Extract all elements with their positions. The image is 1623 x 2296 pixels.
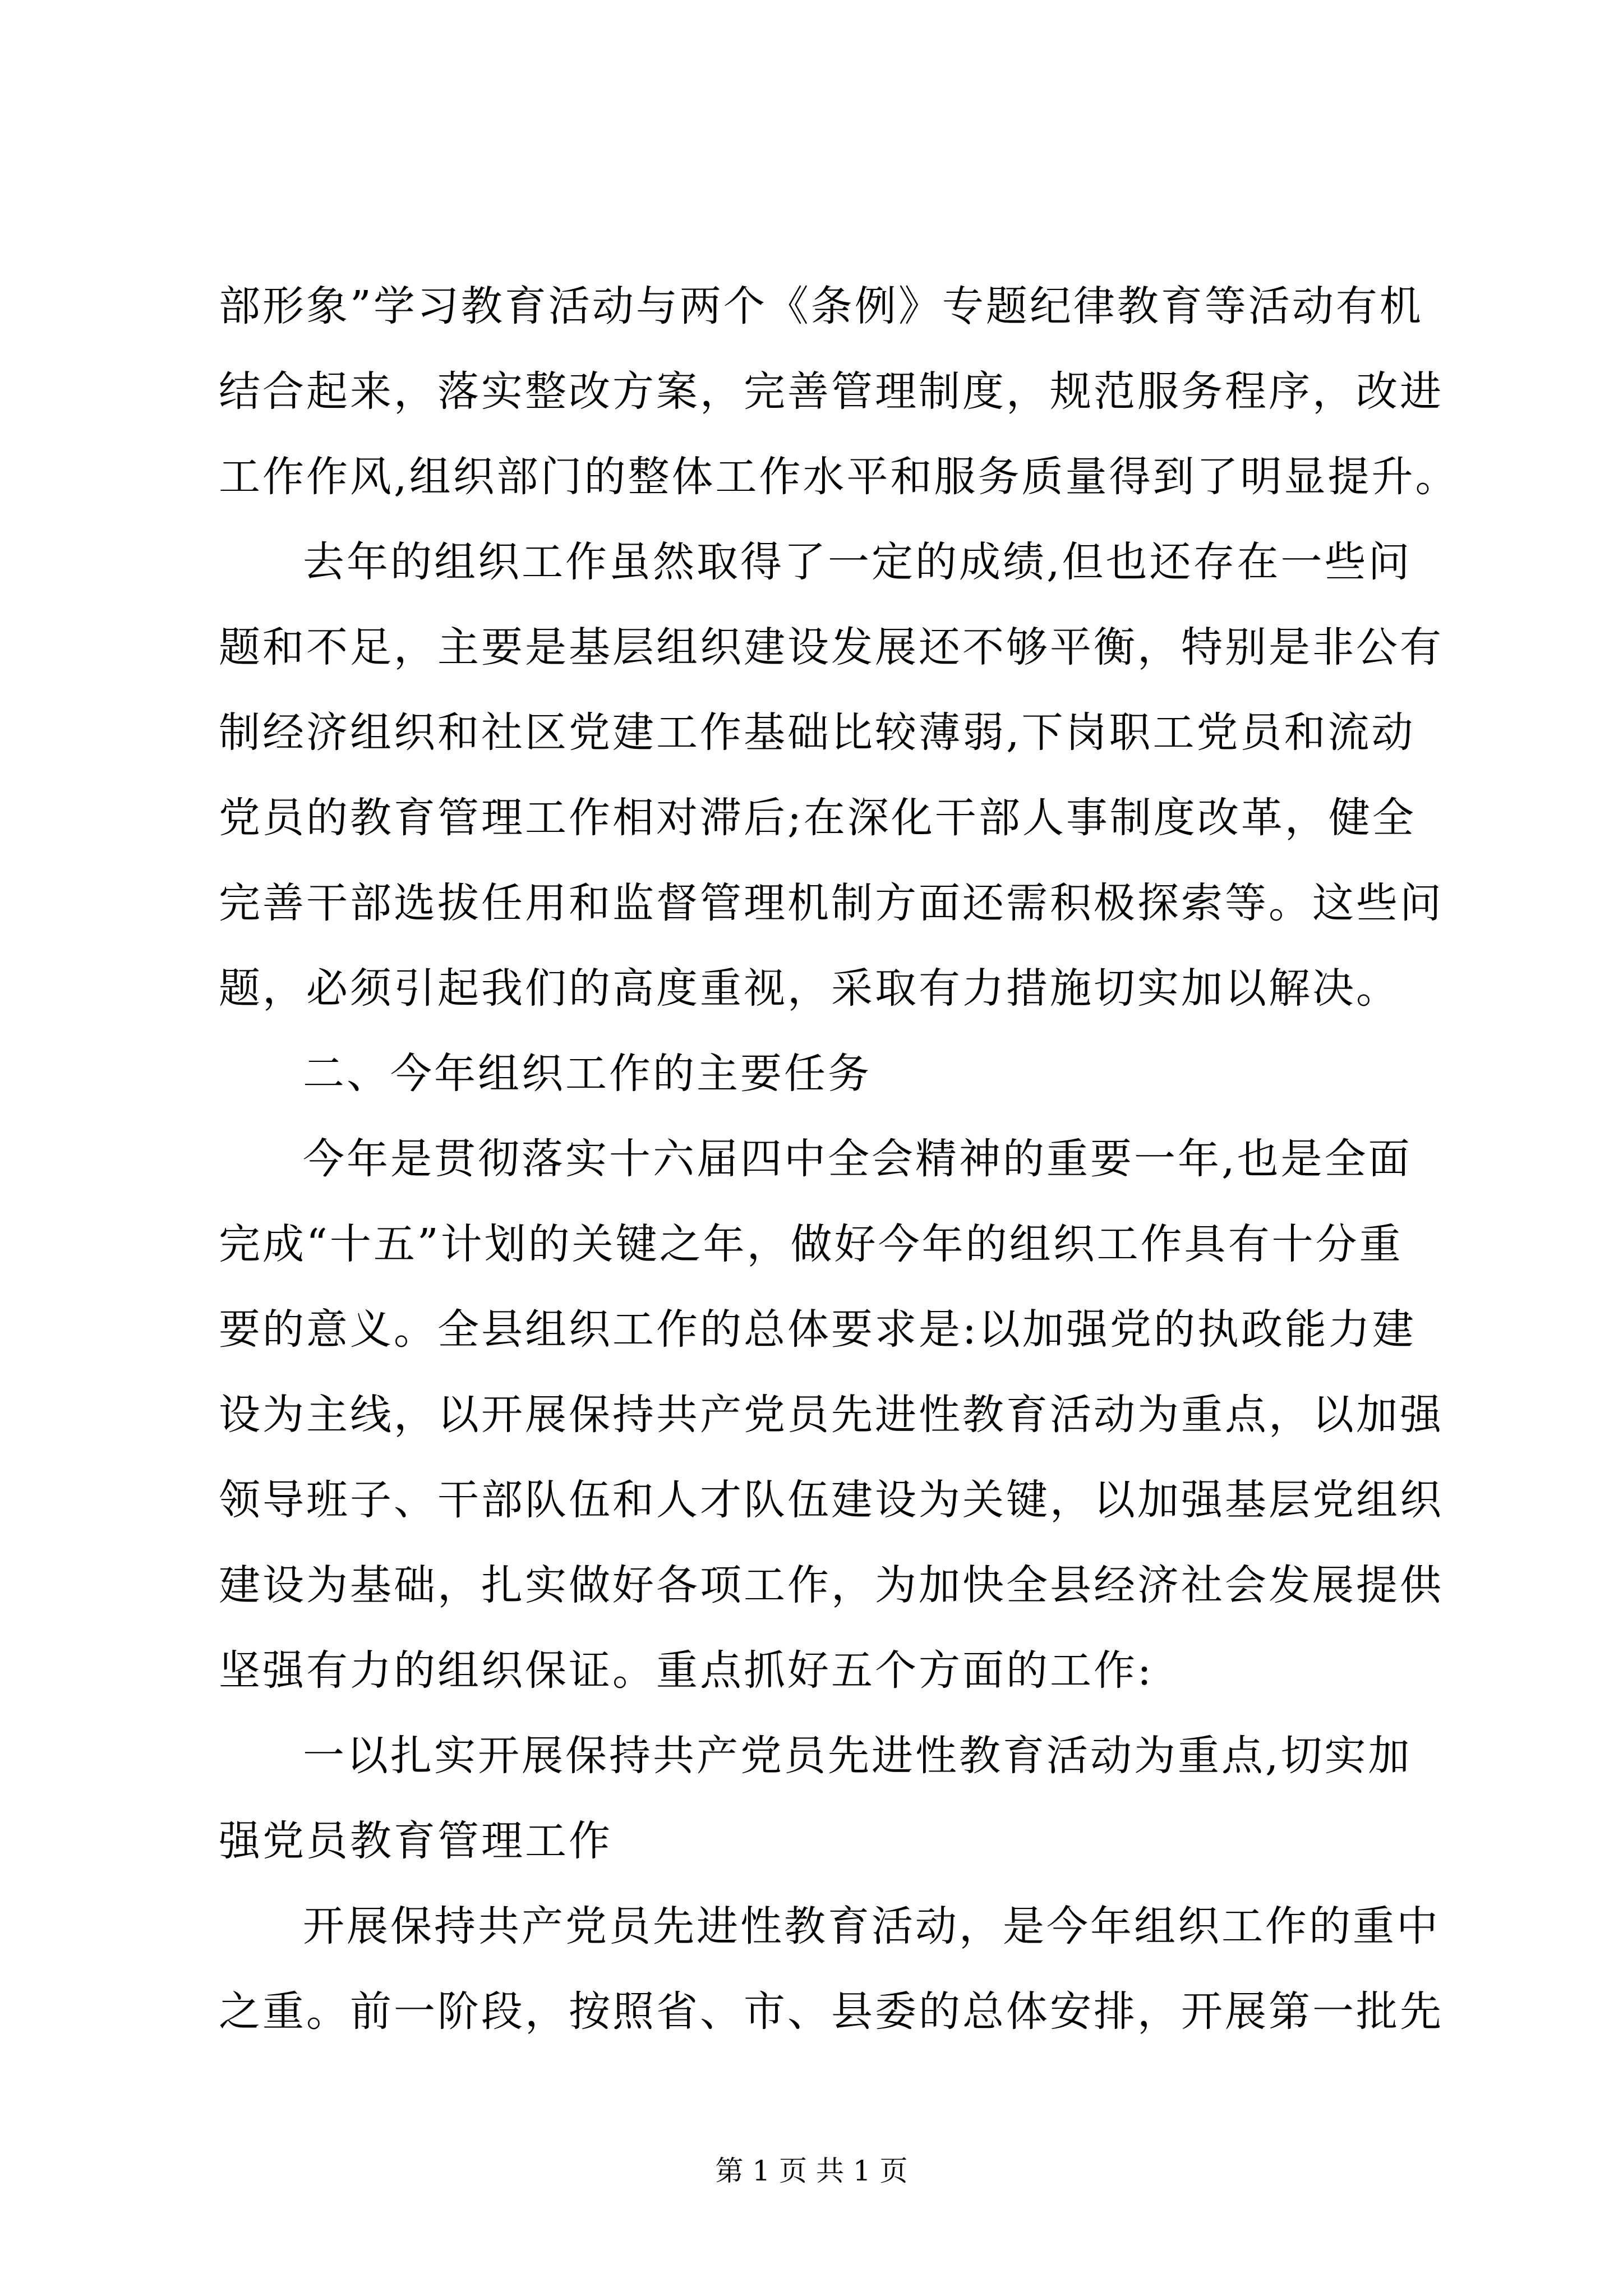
- subsection-heading: 一以扎实开展保持共产党员先进性教育活动为重点,切实加: [303, 1732, 1412, 1780]
- text-line: 坚强有力的组织保证。重点抓好五个方面的工作:: [219, 1646, 1154, 1695]
- paragraph-start-line: 今年是贯彻落实十六届四中全会精神的重要一年,也是全面: [303, 1135, 1412, 1183]
- text-line: 党员的教育管理工作相对滞后;在深化干部人事制度改革，健全: [219, 794, 1416, 842]
- text-line: 完善干部选拔任用和监督管理机制方面还需积极探索等。这些问: [219, 879, 1444, 927]
- text-line: 制经济组织和社区党建工作基础比较薄弱,下岗职工党员和流动: [219, 708, 1415, 757]
- text-line: 领导班子、干部队伍和人才队伍建设为关键，以加强基层党组织: [219, 1476, 1444, 1524]
- document-body: [219, 264, 1459, 2054]
- section-heading: 二、今年组织工作的主要任务: [303, 1050, 872, 1098]
- text-line: 设为主线，以开展保持共产党员先进性教育活动为重点，以加强: [219, 1391, 1444, 1439]
- text-line: 建设为基础，扎实做好各项工作，为加快全县经济社会发展提供: [219, 1561, 1444, 1609]
- text-line: 题和不足，主要是基层组织建设发展还不够平衡，特别是非公有: [219, 623, 1444, 671]
- text-line: 结合起来，落实整改方案，完善管理制度，规范服务程序，改进: [219, 367, 1444, 416]
- text-line: 之重。前一阶段，按照省、市、县委的总体安排，开展第一批先: [219, 1987, 1444, 2036]
- paragraph-start-line: 去年的组织工作虽然取得了一定的成绩,但也还存在一些问: [303, 538, 1412, 586]
- paragraph-start-line: 开展保持共产党员先进性教育活动，是今年组织工作的重中: [303, 1902, 1440, 1950]
- text-line: 工作作风,组织部门的整体工作水平和服务质量得到了明显提升。: [219, 453, 1459, 501]
- text-line: 题，必须引起我们的高度重视，采取有力措施切实加以解决。: [219, 964, 1400, 1013]
- page-footer: 第 1 页 共 1 页: [715, 2155, 908, 2187]
- text-line: 完成“十五”计划的关键之年，做好今年的组织工作具有十分重: [219, 1220, 1403, 1268]
- text-line: 强党员教育管理工作: [219, 1817, 612, 1865]
- text-line: 要的意义。全县组织工作的总体要求是:以加强党的执政能力建: [219, 1305, 1416, 1354]
- text-line: 部形象”学习教育活动与两个《条例》专题纪律教育等活动有机: [219, 282, 1423, 330]
